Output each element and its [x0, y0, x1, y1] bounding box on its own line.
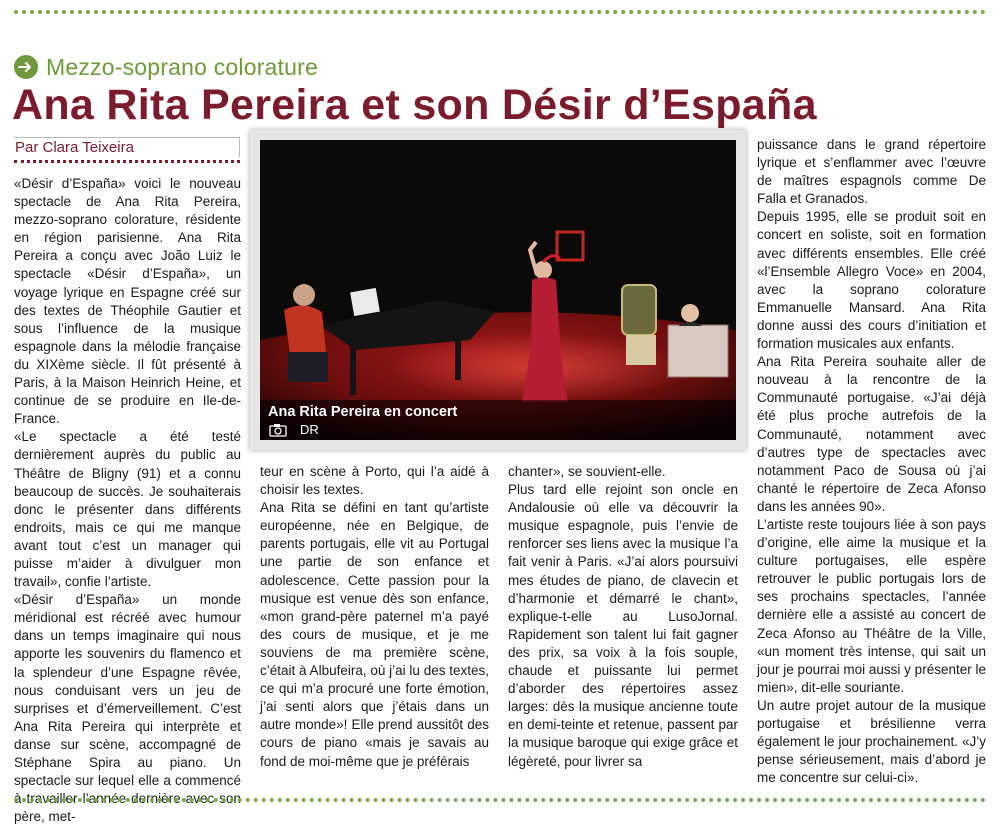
byline-dotted-rule: [14, 160, 240, 163]
paragraph: «Le spectacle a été testé dernièrement auprès du public au Théâtre de Bligny (91) et a connu beaucoup de succès. Je souhaiterais donc le présenter dans différents endroits, mais ce qui me manque avant tout c’est un manager qui puisse m’aider à divulguer mon travail», confie l’artiste.: [14, 429, 241, 590]
article-column-2: [260, 463, 489, 771]
top-dotted-rule: [14, 10, 986, 14]
arrow-right-icon: [14, 55, 38, 79]
headline: Ana Rita Pereira et son Désir d’España: [12, 81, 817, 129]
bottom-dotted-rule: [14, 798, 986, 802]
paragraph: «Désir d’España» un monde méridional est récréé avec humour dans un temps imaginaire qui nous apporte les souvenirs du flamenco et la splendeur d’une Espagne rêvée, nous conduisant vers un jeu de surprises et d’émerveillement. C’est Ana Rita Pereira qui interprète et danse sur scène, accompagné de Stéphane Spira au piano. Un spectacle sur lequel elle a commencé à travailler l’année dernière avec son père, met-: [14, 592, 241, 825]
kicker: [14, 52, 318, 82]
camera-icon: [269, 423, 287, 437]
paragraph: teur en scène à Porto, qui l’a aidé à choisir les textes.: [260, 464, 489, 498]
photo-frame: [250, 130, 746, 450]
paragraph: Depuis 1995, elle se produit soit en concert en soliste, soit en formation avec différents ensembles. Elle créé «l’Ensemble Allegro Voce» en 2004, avec la soprano colorature Emmanuelle Mansard. Ana Rita donne aussi des cours d’initiation et formation musicales aux enfants.: [757, 209, 986, 352]
paragraph: chanter», se souvient-elle.: [508, 464, 666, 479]
article-column-4: [757, 136, 986, 787]
paragraph: L’artiste reste toujours liée à son pays d’origine, elle aime la musique et la culture portugaises, elle espère retrouver le public portugais lors de ses prochains spectacles, l’année dernière elle a assisté au concert de Zeca Afonso au Théâtre de la Ville, «un moment très intense, qui sait un jour je pourrai moi aussi y présenter le mien», dit-elle souriante.: [757, 516, 986, 695]
photo-credit: DR: [300, 422, 319, 437]
concert-photo: [260, 140, 736, 440]
kicker-text: Mezzo-soprano colorature: [46, 53, 318, 80]
paragraph: Ana Rita se défini en tant qu’artiste européenne, née en Belgique, de parents portugais, elle vit au Portugal une partie de son enfance et adolescence. Cette passion pour la musique est venue dès son enfance, «mon grand-père paternel m’a payé des cours de musique, et je me souviens de ma première scène, c’était à Albufeira, où j’ai lu des textes, ce qui m’a procuré une forte émotion, j’ai senti alors que j’étais dans un autre monde»! Elle prend aussitôt des cours de piano «mais je savais au fond de moi-même que je préférais: [260, 500, 489, 769]
byline: Par Clara Teixeira: [14, 137, 240, 157]
paragraph: puissance dans le grand répertoire lyrique et s’enflammer avec l’œuvre de maîtres espagnols comme De Falla et Granados.: [757, 137, 986, 207]
concert-scene-illustration: [260, 140, 736, 440]
article-column-1: [14, 175, 241, 826]
paragraph: Un autre projet autour de la musique portugaise et brésilienne verra également le jour prochainement. «J’y pense sérieusement, mais d’abord je me concentre sur celui-ci».: [757, 697, 986, 786]
article-column-3: [508, 463, 738, 771]
paragraph: Ana Rita Pereira souhaite aller de nouveau à la rencontre de la Communauté portugaise. «J’ai déjà été plus proche autrefois de la Communauté, notamment avec d’autres type de spectacles avec notamment Paco de Sousa où j’ai chanté le répertoire de Zeca Afonso dans les années 90».: [757, 354, 986, 514]
paragraph: Plus tard elle rejoint son oncle en Andalousie où elle va découvrir la musique espagnole, puis l’envie de renforcer ses liens avec la musique l’a fait venir à Paris. «J’ai alors poursuivi mes études de piano, de clavecin et d’harmonie et démarré le chant», explique-t-elle au LusoJornal. Rapidement son talent lui fait gagner des prix, sa voix à la fois souple, chaude et puissante lui permet d’aborder des répertoires assez larges: dès la musique ancienne toute en demi-teinte et retenue, passent par la musique baroque qui exige grâce et légèreté, pour livrer sa: [508, 482, 738, 769]
photo-caption: [260, 400, 736, 440]
caption-title: Ana Rita Pereira en concert: [268, 404, 458, 420]
paragraph: «Désir d’España» voici le nouveau spectacle de Ana Rita Pereira, mezzo-soprano colorature, résidente en région parisienne. Ana Rita Pereira a conçu avec João Luiz le spectacle «Désir d’España», un voyage lyrique en Espagne créé sur des textes de Théophile Gautier et sous l’influence de la musique espagnole dans la mélodie française du XIXème siècle. Il fût présenté à Paris, à la Maison Heinrich Heine, et continue de se produire en Ile-de-France.: [14, 176, 241, 427]
